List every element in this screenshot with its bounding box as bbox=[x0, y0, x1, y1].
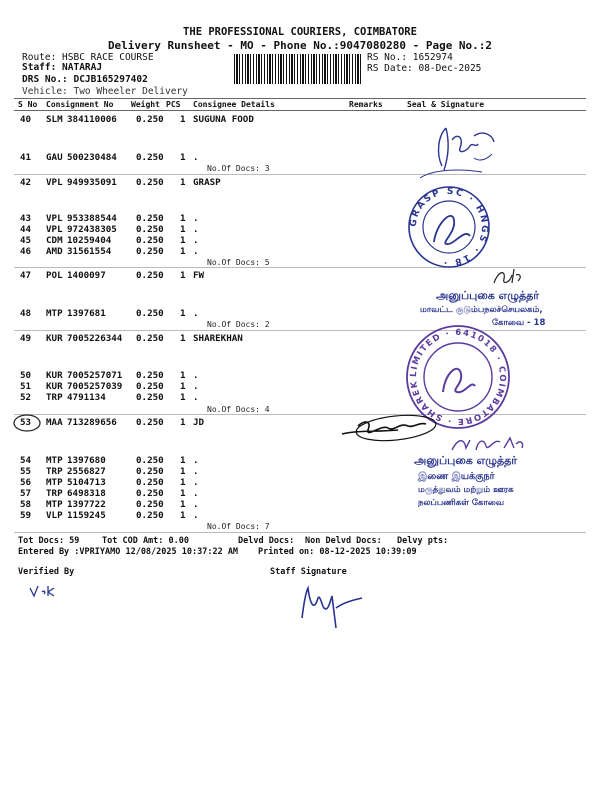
row-location-code: KUR bbox=[46, 381, 63, 392]
row-sno: 45 bbox=[20, 235, 32, 246]
row-sno: 58 bbox=[20, 499, 32, 510]
row-sno: 43 bbox=[20, 213, 32, 224]
row-pcs: 1 bbox=[180, 224, 186, 235]
row-consignee: . bbox=[193, 370, 199, 381]
row-pcs: 1 bbox=[180, 235, 186, 246]
row-sno: 44 bbox=[20, 224, 32, 235]
row-consignment-number: 384110006 bbox=[67, 114, 117, 125]
row-sno: 57 bbox=[20, 488, 32, 499]
drs-number: DRS No.: DCJB165297402 bbox=[22, 74, 148, 85]
sharekhan-stamp-ring-text: LIMITED · 641018 · COIMBATORE · SHAREKHAN · bbox=[398, 315, 508, 427]
row-pcs: 1 bbox=[180, 308, 186, 319]
row-weight: 0.250 bbox=[136, 488, 164, 499]
doc-count: No.Of Docs: 5 bbox=[207, 258, 270, 267]
total-docs: Tot Docs: 59 bbox=[18, 536, 80, 546]
col-seal: Seal & Signature bbox=[407, 100, 485, 109]
row-pcs: 1 bbox=[180, 510, 186, 521]
tamil-seal-2-line2: இணை இயக்குநர் bbox=[418, 471, 495, 482]
rs-date: RS Date: 08-Dec-2025 bbox=[367, 63, 482, 74]
non-delivered-docs: Non Delvd Docs: bbox=[305, 536, 382, 546]
staff-label: Staff: NATARAJ bbox=[22, 62, 103, 73]
row-consignment-number: 1400097 bbox=[67, 270, 106, 281]
staff-signature-mark bbox=[296, 578, 366, 632]
tamil-seal-2-line3: மருத்துவம் மற்றும் ஊரக bbox=[418, 485, 514, 495]
row-consignee: JD bbox=[193, 417, 205, 428]
row-location-code: MAA bbox=[46, 417, 63, 428]
row-consignment-number: 4791134 bbox=[67, 392, 106, 403]
row-location-code: CDM bbox=[46, 235, 63, 246]
row-weight: 0.250 bbox=[136, 381, 164, 392]
row-location-code: SLM bbox=[46, 114, 63, 125]
row-pcs: 1 bbox=[180, 392, 186, 403]
row-weight: 0.250 bbox=[136, 477, 164, 488]
row-location-code: VPL bbox=[46, 213, 63, 224]
row-location-code: MTP bbox=[46, 308, 63, 319]
header-rule-bottom bbox=[14, 110, 586, 111]
row-consignee: . bbox=[193, 488, 199, 499]
row-consignment-number: 500230484 bbox=[67, 152, 117, 163]
row-sno: 41 bbox=[20, 152, 32, 163]
row-sno: 59 bbox=[20, 510, 32, 521]
row-weight: 0.250 bbox=[136, 270, 164, 281]
row-pcs: 1 bbox=[180, 246, 186, 257]
row-consignment-number: 5104713 bbox=[67, 477, 106, 488]
row-sno: 47 bbox=[20, 270, 32, 281]
col-remarks: Remarks bbox=[349, 100, 383, 109]
row-consignment-number: 6498318 bbox=[67, 488, 106, 499]
row-location-code: TRP bbox=[46, 488, 63, 499]
row-consignee: . bbox=[193, 152, 199, 163]
row-consignee: . bbox=[193, 392, 199, 403]
row-consignee: . bbox=[193, 455, 199, 466]
row-consignment-number: 7005257071 bbox=[67, 370, 123, 381]
row-sno: 56 bbox=[20, 477, 32, 488]
row-location-code: POL bbox=[46, 270, 63, 281]
row-weight: 0.250 bbox=[136, 417, 164, 428]
row-consignee: . bbox=[193, 246, 199, 257]
row-weight: 0.250 bbox=[136, 114, 164, 125]
company-title: THE PROFESSIONAL COURIERS, COIMBATORE bbox=[183, 26, 417, 38]
row-location-code: AMD bbox=[46, 246, 63, 257]
tamil-seal-2-line4: நலப்பணிகள் கோவை bbox=[418, 498, 504, 508]
row-consignment-number: 953388544 bbox=[67, 213, 117, 224]
row-consignment-number: 972438305 bbox=[67, 224, 117, 235]
row-location-code: KUR bbox=[46, 333, 63, 344]
runsheet-subtitle: Delivery Runsheet - MO - Phone No.:9047080280 - Page No.:2 bbox=[107, 39, 493, 52]
row-sno: 52 bbox=[20, 392, 32, 403]
row-weight: 0.250 bbox=[136, 177, 164, 188]
row-pcs: 1 bbox=[180, 488, 186, 499]
row-weight: 0.250 bbox=[136, 152, 164, 163]
row-consignment-number: 949935091 bbox=[67, 177, 117, 188]
row-consignment-number: 7005257039 bbox=[67, 381, 123, 392]
row-pcs: 1 bbox=[180, 381, 186, 392]
row-consignment-number: 31561554 bbox=[67, 246, 112, 257]
grasp-stamp-ring-text: GRASP SC · HNGS · 18 · bbox=[408, 186, 490, 268]
barcode bbox=[234, 54, 362, 84]
row-weight: 0.250 bbox=[136, 370, 164, 381]
row-sno: 53 bbox=[20, 417, 32, 428]
row-location-code: MTP bbox=[46, 455, 63, 466]
row-pcs: 1 bbox=[180, 370, 186, 381]
row-sno: 42 bbox=[20, 177, 32, 188]
entered-by: Entered By :VPRIYAMO 12/08/2025 10:37:22 AM bbox=[18, 547, 239, 557]
row-53-circle-mark bbox=[12, 413, 42, 433]
row-weight: 0.250 bbox=[136, 455, 164, 466]
row-consignee: . bbox=[193, 213, 199, 224]
verified-by-signature bbox=[26, 580, 66, 602]
row-pcs: 1 bbox=[180, 152, 186, 163]
row-weight: 0.250 bbox=[136, 499, 164, 510]
row-consignee: . bbox=[193, 510, 199, 521]
row-weight: 0.250 bbox=[136, 213, 164, 224]
row-weight: 0.250 bbox=[136, 510, 164, 521]
total-cod: Tot COD Amt: 0.00 bbox=[102, 536, 189, 546]
row-consignment-number: 7005226344 bbox=[67, 333, 123, 344]
row-consignee: SHAREKHAN bbox=[193, 333, 243, 344]
rs-number: RS No.: 1652974 bbox=[367, 52, 453, 63]
row-location-code: TRP bbox=[46, 392, 63, 403]
row-location-code: KUR bbox=[46, 370, 63, 381]
row-consignment-number: 1397722 bbox=[67, 499, 106, 510]
col-consignment: Consignment No bbox=[46, 100, 114, 109]
group-separator bbox=[14, 532, 586, 533]
row-pcs: 1 bbox=[180, 270, 186, 281]
row-sno: 51 bbox=[20, 381, 32, 392]
row-consignee: SUGUNA FOOD bbox=[193, 114, 254, 125]
initials-row47 bbox=[488, 263, 528, 289]
route-label: Route: HSBC RACE COURSE bbox=[22, 52, 154, 63]
grasp-stamp bbox=[406, 184, 492, 270]
doc-count: No.Of Docs: 4 bbox=[207, 405, 270, 414]
doc-count: No.Of Docs: 2 bbox=[207, 320, 270, 329]
row-consignee: . bbox=[193, 235, 199, 246]
row-sno: 46 bbox=[20, 246, 32, 257]
row-consignment-number: 10259404 bbox=[67, 235, 112, 246]
tamil-seal-1-line1: அனுப்புகை எழுத்தர் bbox=[436, 289, 540, 302]
col-pcs: PCS bbox=[166, 100, 181, 109]
row-weight: 0.250 bbox=[136, 235, 164, 246]
row-location-code: VPL bbox=[46, 224, 63, 235]
row-consignee: . bbox=[193, 499, 199, 510]
row-consignment-number: 713289656 bbox=[67, 417, 117, 428]
row-weight: 0.250 bbox=[136, 224, 164, 235]
row-consignee: . bbox=[193, 224, 199, 235]
verified-by-label: Verified By bbox=[18, 567, 75, 577]
row-sno: 49 bbox=[20, 333, 32, 344]
row-pcs: 1 bbox=[180, 466, 186, 477]
row-location-code: MTP bbox=[46, 477, 63, 488]
row-location-code: VPL bbox=[46, 177, 63, 188]
vehicle-label: Vehicle: Two Wheeler Delivery bbox=[22, 86, 188, 97]
printed-on: Printed on: 08-12-2025 10:39:09 bbox=[258, 547, 417, 557]
row-sno: 40 bbox=[20, 114, 32, 125]
doc-count: No.Of Docs: 7 bbox=[207, 522, 270, 531]
row-location-code: TRP bbox=[46, 466, 63, 477]
delivery-points: Delvy pts: bbox=[397, 536, 449, 546]
row-pcs: 1 bbox=[180, 499, 186, 510]
row-sno: 54 bbox=[20, 455, 32, 466]
row-consignment-number: 1397680 bbox=[67, 455, 106, 466]
row-pcs: 1 bbox=[180, 114, 186, 125]
row-weight: 0.250 bbox=[136, 246, 164, 257]
row-pcs: 1 bbox=[180, 417, 186, 428]
col-consignee: Consignee Details bbox=[193, 100, 275, 109]
col-sno: S No bbox=[18, 100, 38, 109]
row-consignee: . bbox=[193, 308, 199, 319]
row-sno: 50 bbox=[20, 370, 32, 381]
row-sno: 48 bbox=[20, 308, 32, 319]
row-location-code: VLP bbox=[46, 510, 63, 521]
signature-row53 bbox=[338, 412, 442, 448]
signature-row41 bbox=[412, 118, 504, 182]
signature-scribble bbox=[448, 434, 528, 456]
row-weight: 0.250 bbox=[136, 392, 164, 403]
col-weight: Weight bbox=[131, 100, 160, 109]
row-consignment-number: 2556827 bbox=[67, 466, 106, 477]
row-consignee: . bbox=[193, 466, 199, 477]
header-rule-top bbox=[14, 98, 586, 99]
row-weight: 0.250 bbox=[136, 466, 164, 477]
tamil-seal-1-line2: மாவட்ட குடும்பநலச்செயலகம், bbox=[420, 305, 543, 315]
staff-signature-label: Staff Signature bbox=[270, 567, 347, 577]
row-weight: 0.250 bbox=[136, 333, 164, 344]
row-pcs: 1 bbox=[180, 477, 186, 488]
row-consignee: GRASP bbox=[193, 177, 221, 188]
row-consignment-number: 1397681 bbox=[67, 308, 106, 319]
row-consignee: . bbox=[193, 477, 199, 488]
tamil-seal-1-line3: கோவை - 18 bbox=[492, 318, 546, 328]
row-consignee: FW bbox=[193, 270, 205, 281]
row-pcs: 1 bbox=[180, 333, 186, 344]
row-location-code: GAU bbox=[46, 152, 63, 163]
delivered-docs: Delvd Docs: bbox=[238, 536, 295, 546]
row-pcs: 1 bbox=[180, 455, 186, 466]
row-pcs: 1 bbox=[180, 213, 186, 224]
tamil-seal-2-line1: அனுப்புகை எழுத்தர் bbox=[414, 454, 518, 467]
doc-count: No.Of Docs: 3 bbox=[207, 164, 270, 173]
row-sno: 55 bbox=[20, 466, 32, 477]
row-consignee: . bbox=[193, 381, 199, 392]
row-location-code: MTP bbox=[46, 499, 63, 510]
row-weight: 0.250 bbox=[136, 308, 164, 319]
row-pcs: 1 bbox=[180, 177, 186, 188]
row-consignment-number: 1159245 bbox=[67, 510, 106, 521]
